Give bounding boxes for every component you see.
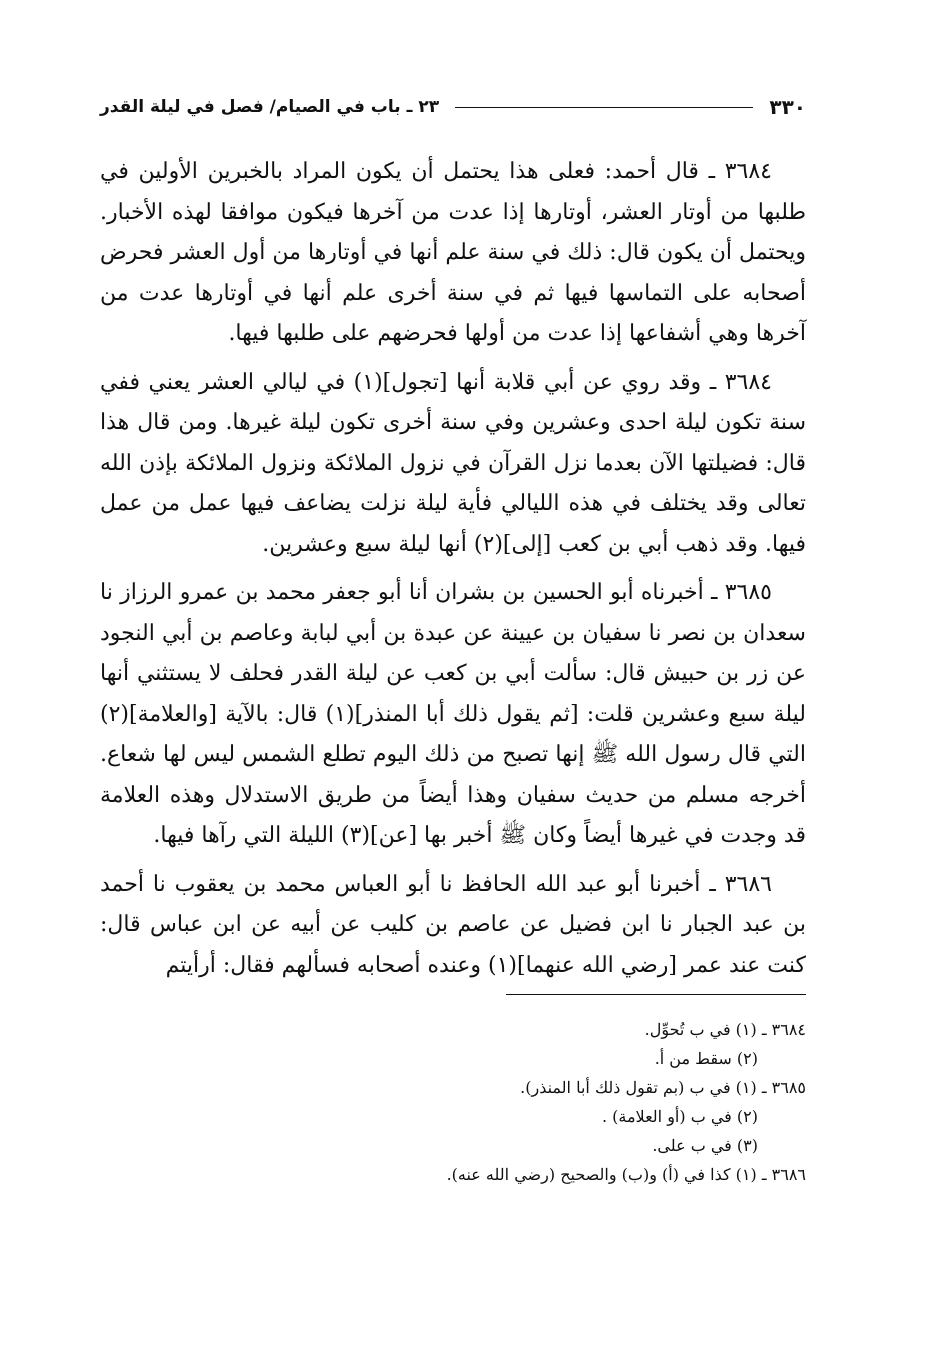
footnote-3685-1: ٣٦٨٥ ـ (١) في ب (بم تقول ذلك أبا المنذر).	[520, 1078, 806, 1097]
footnote-3685-3: (٣) في ب على.	[652, 1136, 758, 1155]
entry-3684-b: ٣٦٨٤ ـ وقد روي عن أبي قلابة أنها [تجول](١) في ليالي العشر يعني ففي سنة تكون ليلة احدى وعشرين وفي سنة أخرى تكون ليلة غيرها. ومن قال هذا قال: فضيلتها الآن بعدما نزل القرآن في نزول الملائكة ونزول الملائكة بإذن الله تعالى وقد يختلف في هذه الليالي فأية ليلة نزلت يضاعف فيها عمل من عمل فيها. وقد ذهب أبي بن كعب [إلى](٢) أنها ليلة سبع وعشرين.	[100, 369, 806, 557]
footnote-3685-2: (٢) في ب (أو العلامة) .	[601, 1107, 758, 1126]
footnote-rule	[506, 994, 806, 995]
footnote-3686-1: ٣٦٨٦ ـ (١) كذا في (أ) و(ب) والصحيح (رضي الله عنه).	[446, 1165, 806, 1184]
footnote-3684-1: ٣٦٨٤ ـ (١) في ب تُحوِّل.	[644, 1020, 806, 1039]
page-number: ٣٣٠	[769, 95, 806, 119]
entry-3684-a: ٣٦٨٤ ـ قال أحمد: فعلى هذا يحتمل أن يكون المراد بالخبرين الأولين في طلبها من أوتار العشر، أوتارها إذا عدت من آخرها فيكون موافقا لهذه الأخبار. ويحتمل أن يكون قال: ذلك في سنة علم أنها في أوتارها من أول العشر فحرض أصحابه على التماسها فيها ثم في سنة أخرى علم أنها في أوتارها عدت من آخرها وهي أشفاعها إذا عدت من أولها فحرضهم على طلبها فيها.	[100, 159, 806, 346]
entry-3686: ٣٦٨٦ ـ أخبرنا أبو عبد الله الحافظ نا أبو العباس محمد بن يعقوب نا أحمد بن عبد الجبار نا ابن فضيل عن عاصم بن كليب عن أبيه عن ابن عباس قال: كنت عند عمر [رضي الله عنهما](١) وعنده أصحابه فسألهم فقال: أرأيتم	[100, 871, 806, 978]
chapter-title: ٢٣ ـ باب في الصيام/ فصل في ليلة القدر	[100, 97, 440, 117]
entry-3685: ٣٦٨٥ ـ أخبرناه أبو الحسين بن بشران أنا أبو جعفر محمد بن عمرو الرزاز نا سعدان بن نصر نا سفيان بن عيينة عن عبدة بن أبي لبابة وعاصم بن أبي النجود عن زر بن حبيش قال: سألت أبي بن كعب عن ليلة القدر فحلف لا يستثني أنها ليلة سبع وعشرين قلت: [ثم يقول ذلك أبا المنذر](١) قال: بالآية [والعلامة](٢) التي قال رسول الله ﷺ إنها تصبح من ذلك اليوم تطلع الشمس ليس لها شعاع. أخرجه مسلم من حديث سفيان وهذا أيضاً من طريق الاستدلال وهذه العلامة قد وجدت في غيرها أيضاً وكان ﷺ أخبر بها [عن](٣) الليلة التي رآها فيها.	[100, 580, 806, 848]
footnote-3684-2: (٢) سقط من أ.	[654, 1049, 758, 1068]
running-header	[100, 92, 806, 122]
header-rule	[455, 107, 753, 108]
footnotes	[100, 1015, 806, 1189]
main-text	[100, 152, 806, 986]
book-page	[100, 92, 806, 1189]
